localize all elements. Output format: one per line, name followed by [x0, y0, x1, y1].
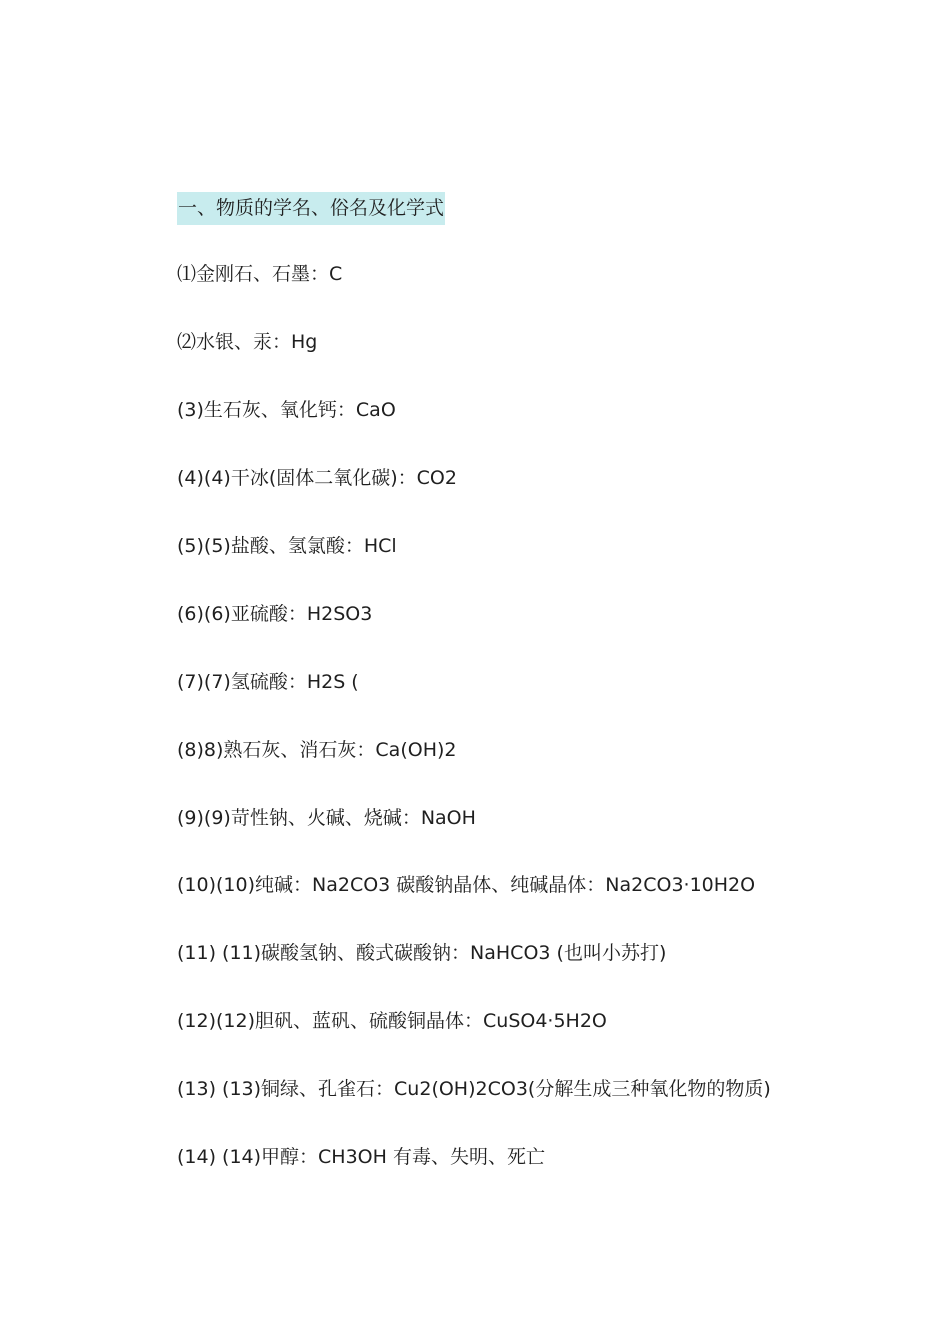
- list-item: (9)(9)苛性钠、火碱、烧碱：NaOH: [177, 807, 476, 829]
- list-item: (11) (11)碳酸氢钠、酸式碳酸钠：NaHCO3 (也叫小苏打): [177, 942, 667, 964]
- list-item: ⑵水银、汞：Hg: [177, 331, 318, 353]
- list-item: (5)(5)盐酸、氢氯酸：HCl: [177, 535, 397, 557]
- list-item: (6)(6)亚硫酸：H2SO3: [177, 603, 373, 625]
- list-item: ⑴金刚石、石墨：C: [177, 263, 343, 285]
- list-item: (14) (14)甲醇：CH3OH 有毒、失明、死亡: [177, 1146, 545, 1168]
- list-item: (8)8)熟石灰、消石灰：Ca(OH)2: [177, 739, 457, 761]
- list-item: (10)(10)纯碱：Na2CO3 碳酸钠晶体、纯碱晶体：Na2CO3·10H2O: [177, 874, 756, 896]
- section-heading: 一、物质的学名、俗名及化学式: [177, 192, 445, 225]
- list-item: (13) (13)铜绿、孔雀石：Cu2(OH)2CO3(分解生成三种氧化物的物质): [177, 1078, 771, 1100]
- list-item: (12)(12)胆矾、蓝矾、硫酸铜晶体：CuSO4·5H2O: [177, 1010, 607, 1032]
- list-item: (3)生石灰、氧化钙：CaO: [177, 399, 396, 421]
- list-item: (4)(4)干冰(固体二氧化碳)：CO2: [177, 467, 457, 489]
- list-item: (7)(7)氢硫酸：H2S (: [177, 671, 359, 693]
